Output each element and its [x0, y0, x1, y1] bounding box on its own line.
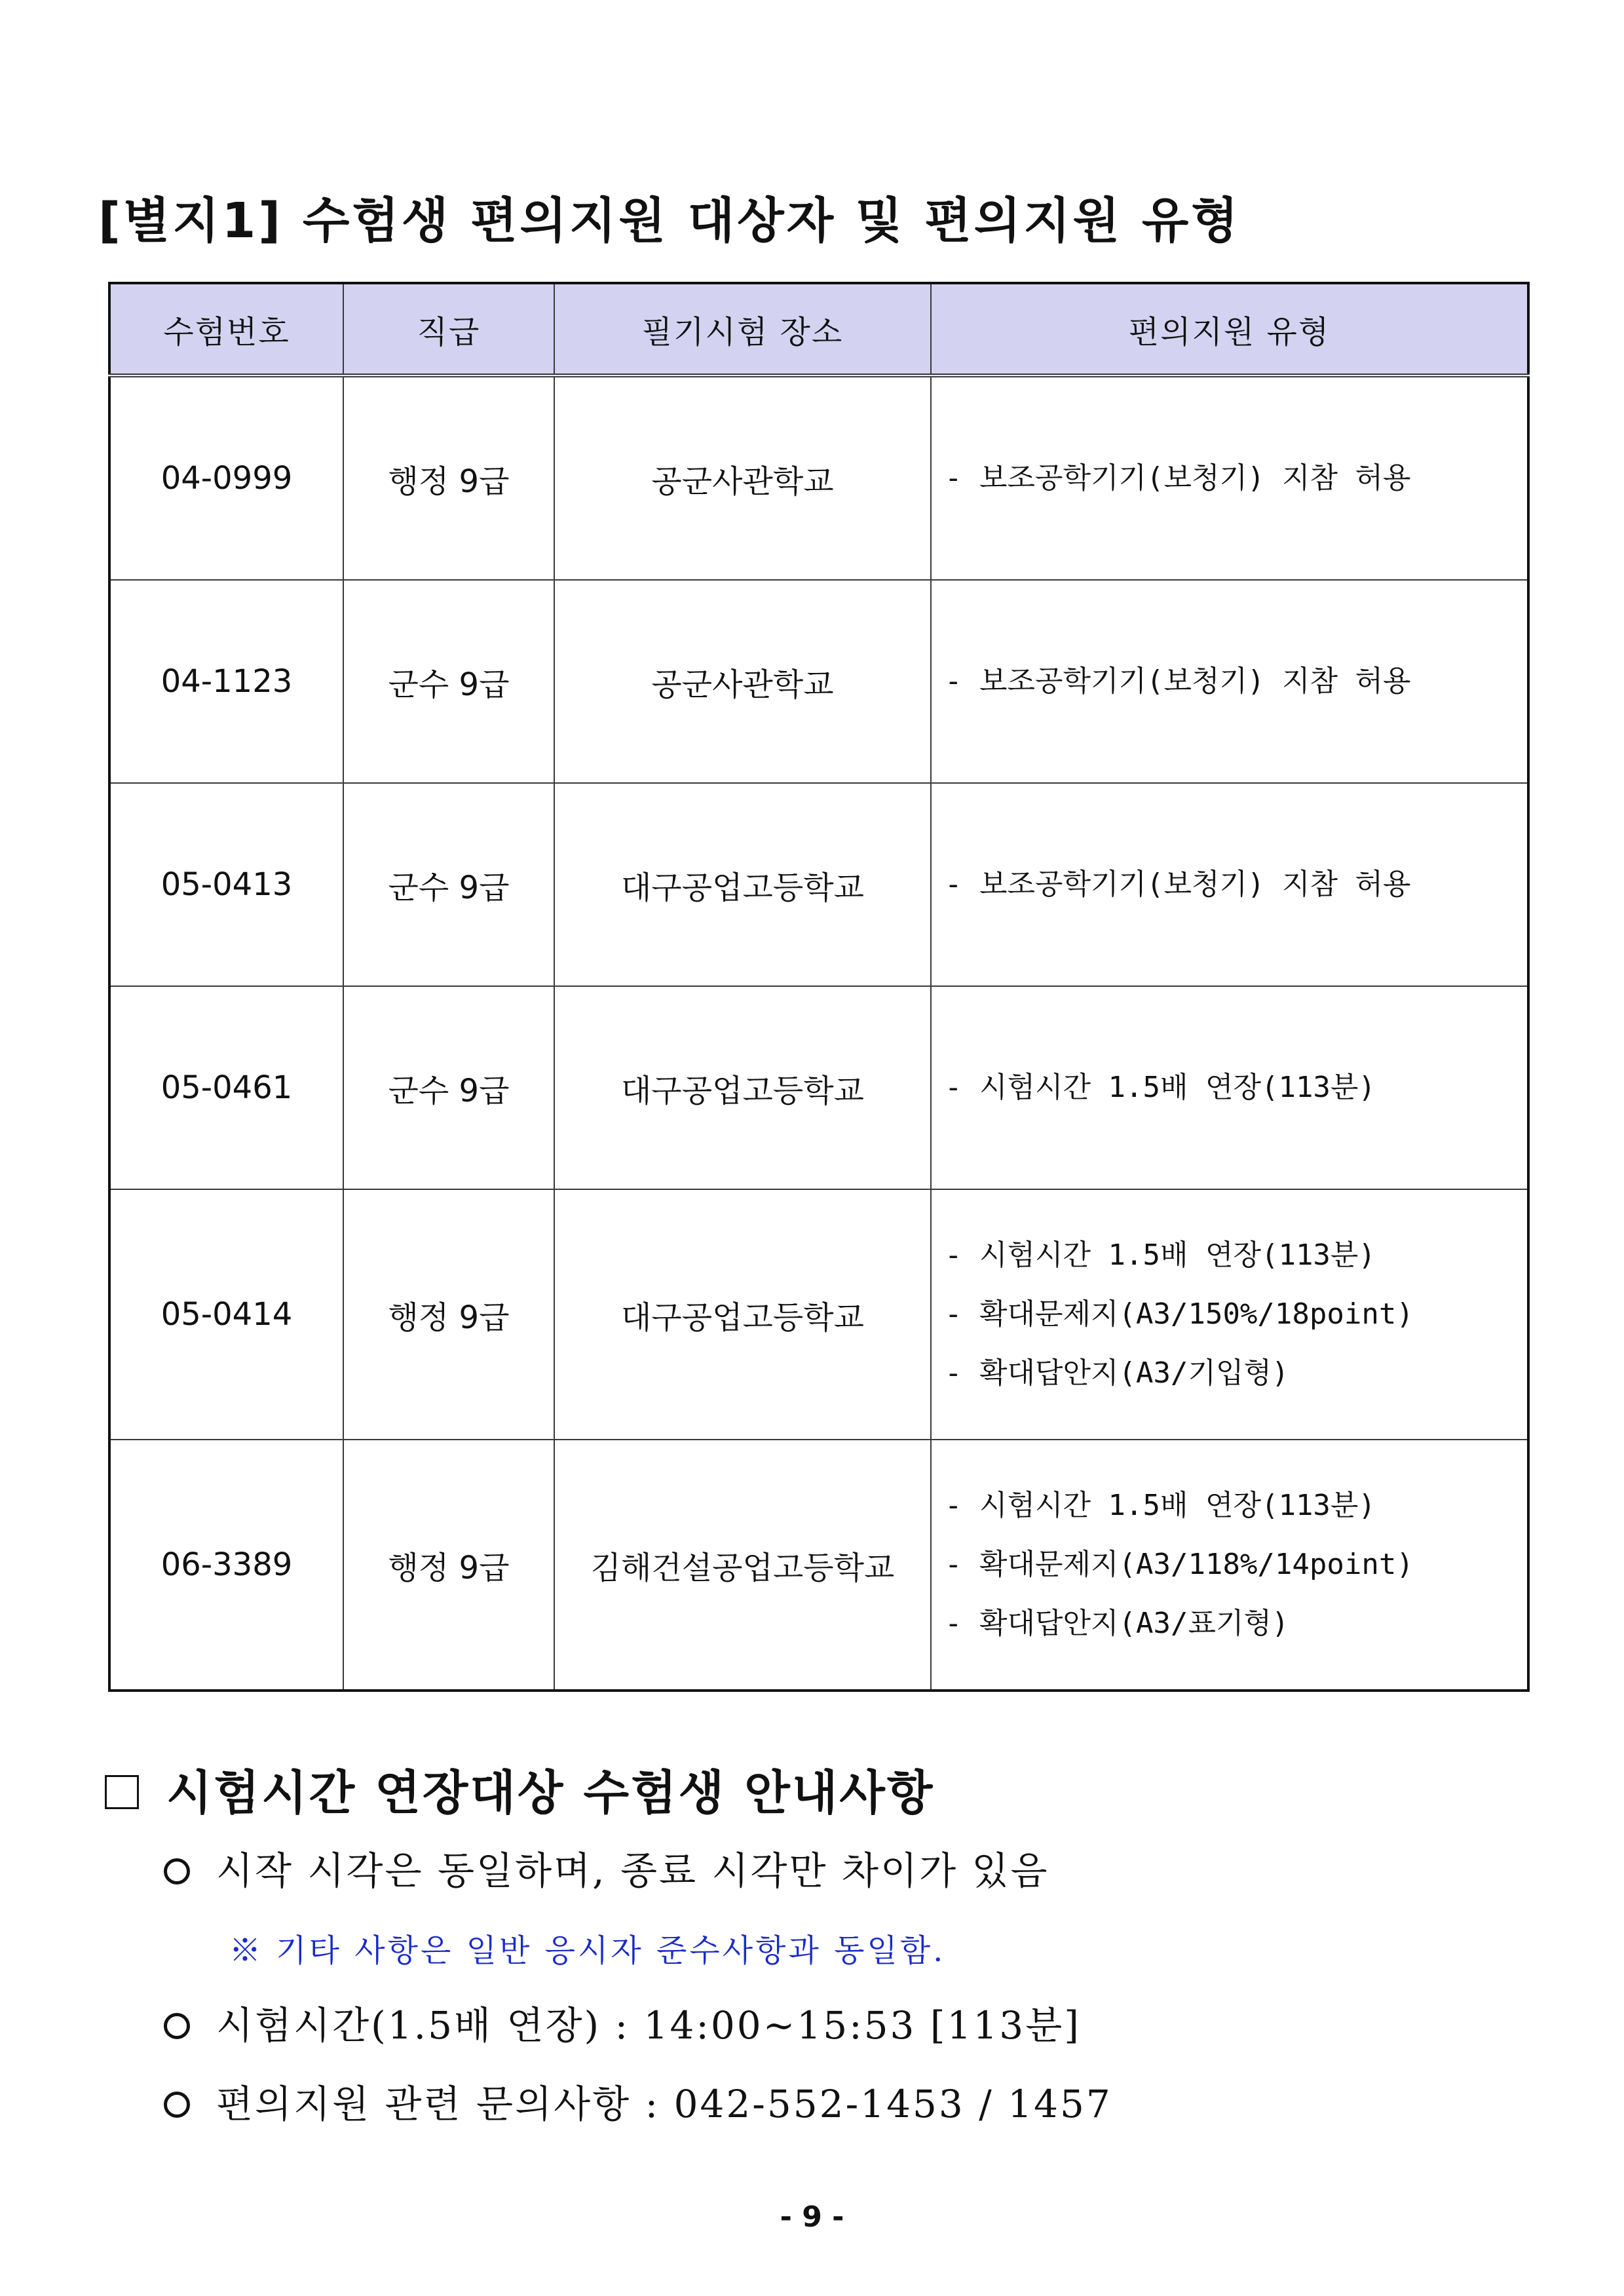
- header-exam-location: 필기시험 장소: [554, 283, 931, 375]
- grade-cell: 행정 9급: [343, 375, 554, 580]
- page-number: - 9 -: [780, 2200, 844, 2234]
- exam-number-cell: 05-0414: [109, 1189, 343, 1440]
- page-title: [별지1] 수험생 편의지원 대상자 및 편의지원 유형: [98, 193, 1241, 249]
- exam-number-cell: 06-3389: [109, 1440, 343, 1691]
- support-type-cell: [931, 1189, 1528, 1440]
- table-header-row: [109, 283, 1528, 375]
- support-type-cell: [931, 375, 1528, 580]
- support-type-line: - 확대답안지(A3/기입형): [945, 1356, 1289, 1390]
- support-type-line: - 보조공학기기(보청기) 지참 허용: [945, 868, 1411, 901]
- location-cell: 대구공업고등학교: [554, 986, 931, 1189]
- circle-bullet-icon: [164, 2092, 190, 2118]
- header-exam-number: 수험번호: [109, 283, 343, 375]
- table-row: [109, 1440, 1528, 1691]
- support-type-cell: [931, 783, 1528, 986]
- support-table: [108, 282, 1530, 1692]
- exam-number-cell: 05-0461: [109, 986, 343, 1189]
- location-cell: 공군사관학교: [554, 580, 931, 783]
- support-type-line: - 확대문제지(A3/118%/14point): [945, 1548, 1414, 1581]
- guidance-item: [164, 1840, 1049, 1895]
- guidance-item-text: 시작 시각은 동일하며, 종료 시각만 차이가 있음: [216, 1848, 1049, 1893]
- location-cell: 공군사관학교: [554, 375, 931, 580]
- location-cell: 김해건설공업고등학교: [554, 1440, 931, 1691]
- table-row: [109, 580, 1528, 783]
- support-type-line: - 시험시간 1.5배 연장(113분): [945, 1238, 1376, 1272]
- grade-cell: 행정 9급: [343, 1189, 554, 1440]
- support-type-cell: [931, 986, 1528, 1189]
- circle-bullet-icon: [164, 2013, 190, 2039]
- circle-bullet-icon: [164, 1858, 190, 1885]
- guidance-item-text: 편의지원 관련 문의사항 : 042-552-1453 / 1457: [216, 2082, 1112, 2126]
- support-type-line: - 시험시간 1.5배 연장(113분): [945, 1489, 1376, 1522]
- section-heading-text: 시험시간 연장대상 수험생 안내사항: [166, 1765, 935, 1820]
- exam-number-cell: 04-1123: [109, 580, 343, 783]
- guidance-item: [164, 1995, 1081, 2050]
- support-type-line: - 확대답안지(A3/표기형): [945, 1607, 1289, 1640]
- grade-cell: 군수 9급: [343, 783, 554, 986]
- table-row: [109, 986, 1528, 1189]
- grade-cell: 행정 9급: [343, 1440, 554, 1691]
- guidance-item-text: 시험시간(1.5배 연장) : 14:00~15:53 [113분]: [216, 2003, 1081, 2048]
- grade-cell: 군수 9급: [343, 580, 554, 783]
- section-heading: [105, 1755, 934, 1823]
- table-row: [109, 375, 1528, 580]
- note-text: ※ 기타 사항은 일반 응시자 준수사항과 동일함.: [229, 1932, 946, 1969]
- checkbox-square-icon: [105, 1775, 139, 1809]
- exam-number-cell: 04-0999: [109, 375, 343, 580]
- header-grade: 직급: [343, 283, 554, 375]
- support-type-cell: [931, 580, 1528, 783]
- table-row: [109, 1189, 1528, 1440]
- guidance-item: [164, 2073, 1112, 2128]
- support-type-cell: [931, 1440, 1528, 1691]
- location-cell: 대구공업고등학교: [554, 783, 931, 986]
- grade-cell: 군수 9급: [343, 986, 554, 1189]
- location-cell: 대구공업고등학교: [554, 1189, 931, 1440]
- support-type-line: - 확대문제지(A3/150%/18point): [945, 1297, 1414, 1331]
- support-type-line: - 시험시간 1.5배 연장(113분): [945, 1071, 1376, 1104]
- table-row: [109, 783, 1528, 986]
- exam-number-cell: 05-0413: [109, 783, 343, 986]
- support-type-line: - 보조공학기기(보청기) 지참 허용: [945, 664, 1411, 698]
- support-type-line: - 보조공학기기(보청기) 지참 허용: [945, 461, 1411, 495]
- header-support-type: 편의지원 유형: [931, 283, 1528, 375]
